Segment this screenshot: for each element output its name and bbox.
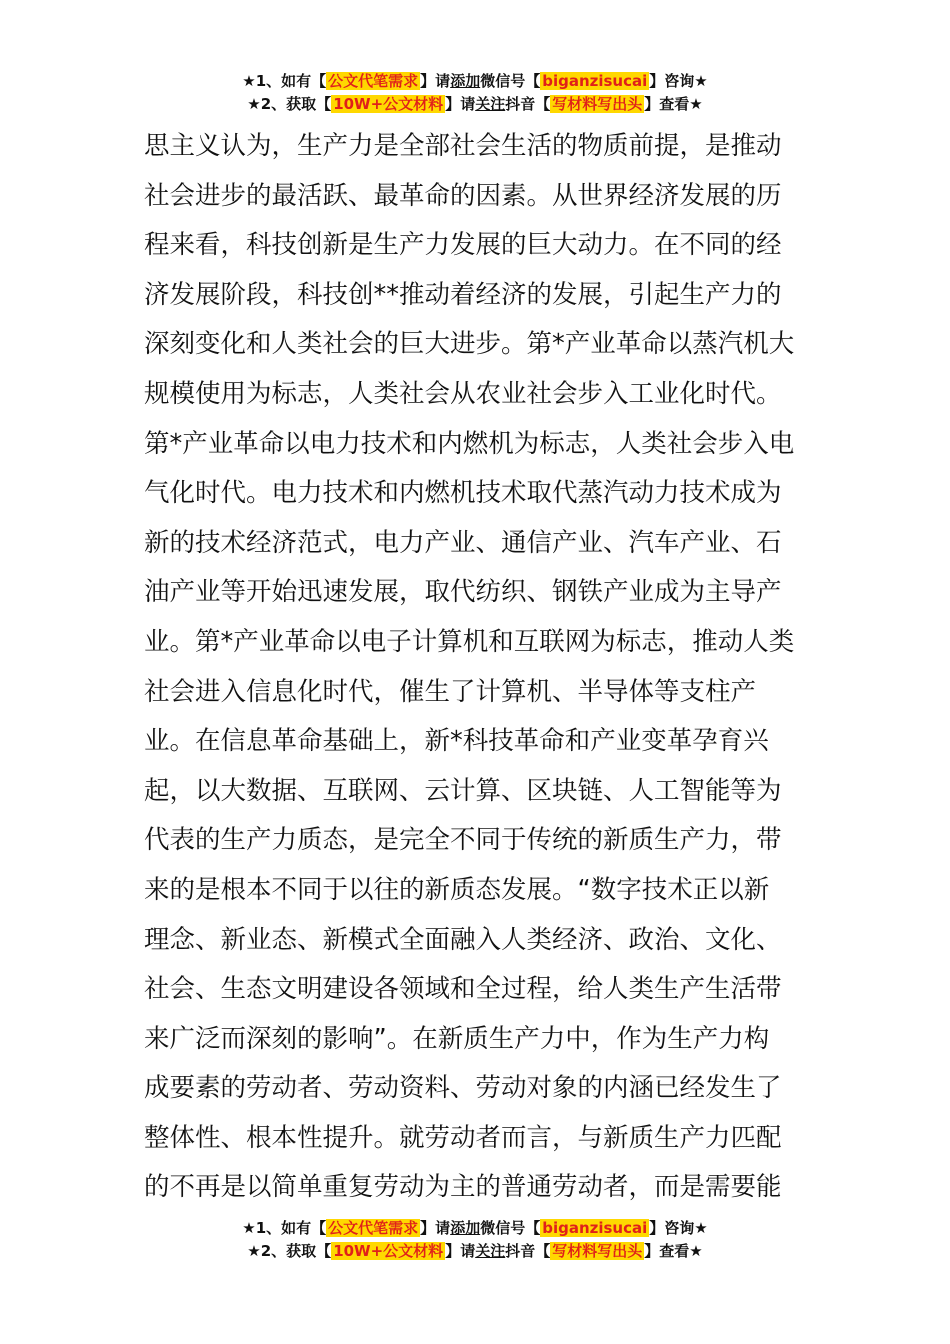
body-line: 深刻变化和人类社会的巨大进步。第*产业革命以蒸汽机大: [144, 329, 795, 360]
header-highlight-writing-service: 公文代笔需求: [328, 72, 419, 90]
footer-highlight-wechat-id: biganzisucai: [542, 1219, 648, 1237]
body-line: 理念、新业态、新模式全面融入人类经济、政治、文化、: [144, 924, 782, 955]
body-line: 业。第*产业革命以电子计算机和互联网为标志，推动人类: [144, 626, 795, 657]
footer-line-2-prefix: 2、获取【: [260, 1242, 332, 1260]
footer-line-1-mid2: 微信号【: [480, 1219, 541, 1237]
body-line: 起，以大数据、互联网、云计算、区块链、人工智能等为: [144, 775, 782, 806]
header-highlight-douyin-account: 写材料写出头: [552, 95, 643, 113]
body-line: 社会、生态文明建设各领域和全过程，给人类生产生活带: [144, 974, 782, 1005]
header-line-2-mid2: 抖音【: [505, 95, 551, 113]
body-line: 社会进入信息化时代，催生了计算机、半导体等支柱产: [144, 676, 757, 707]
star-icon: ★: [242, 1219, 256, 1237]
body-line: 成要素的劳动者、劳动资料、劳动对象的内涵已经发生了: [144, 1073, 782, 1104]
body-line: 新的技术经济范式，电力产业、通信产业、汽车产业、石: [144, 527, 782, 558]
body-line: 业。在信息革命基础上，新*科技革命和产业变革孕育兴: [144, 726, 769, 757]
header-banner: [0, 70, 950, 116]
footer-line-1-suffix: 】咨询★: [649, 1219, 708, 1237]
header-line-2: [0, 93, 950, 116]
header-highlight-wechat-id: biganzisucai: [542, 72, 648, 90]
footer-line-2-underlined: 关注: [475, 1242, 506, 1260]
body-line: 气化时代。电力技术和内燃机技术取代蒸汽动力技术成为: [144, 478, 782, 509]
star-icon: ★: [247, 1242, 261, 1260]
header-line-1-suffix: 】咨询★: [649, 72, 708, 90]
body-line: 程来看，科技创新是生产力发展的巨大动力。在不同的经: [144, 230, 782, 261]
body-line: 来广泛而深刻的影响”。在新质生产力中，作为生产力构: [144, 1023, 770, 1054]
footer-line-1-mid: 】请: [420, 1219, 451, 1237]
body-line: 整体性、根本性提升。就劳动者而言，与新质生产力匹配: [144, 1122, 782, 1153]
body-line: 思主义认为，生产力是全部社会生活的物质前提，是推动: [144, 131, 782, 161]
footer-line-2-mid2: 抖音【: [505, 1242, 551, 1260]
body-line: 来的是根本不同于以往的新质态发展。“数字技术正以新: [144, 874, 770, 905]
header-line-1-mid2: 微信号【: [480, 72, 541, 90]
header-line-2-mid: 】请: [445, 95, 476, 113]
header-line-1: [0, 70, 950, 93]
footer-highlight-writing-service: 公文代笔需求: [328, 1219, 419, 1237]
header-line-2-suffix: 】查看★: [644, 95, 703, 113]
header-line-1-prefix: 1、如有【: [255, 72, 327, 90]
body-line: 济发展阶段，科技创**推动着经济的发展，引起生产力的: [144, 279, 782, 310]
footer-line-2-suffix: 】查看★: [644, 1242, 703, 1260]
star-icon: ★: [242, 72, 256, 90]
body-line: 规模使用为标志，人类社会从农业社会步入工业化时代。: [144, 378, 782, 409]
footer-line-1-prefix: 1、如有【: [255, 1219, 327, 1237]
header-highlight-materials: 10W+公文材料: [333, 95, 444, 113]
body-line: 社会进步的最活跃、最革命的因素。从世界经济发展的历: [144, 180, 782, 211]
body-line: 油产业等开始迅速发展，取代纺织、钢铁产业成为主导产: [144, 577, 782, 608]
footer-highlight-douyin-account: 写材料写出头: [552, 1242, 643, 1260]
footer-line-2: [0, 1240, 950, 1263]
header-line-1-mid: 】请: [420, 72, 451, 90]
footer-highlight-materials: 10W+公文材料: [333, 1242, 444, 1260]
footer-line-1-underlined: 添加: [450, 1219, 481, 1237]
body-line: 的不再是以简单重复劳动为主的普通劳动者，而是需要能: [144, 1172, 782, 1203]
document-body: [144, 122, 814, 1213]
body-line: 第*产业革命以电力技术和内燃机为标志，人类社会步入电: [144, 428, 795, 459]
header-line-1-underlined: 添加: [450, 72, 481, 90]
body-line: 代表的生产力质态，是完全不同于传统的新质生产力，带: [144, 825, 782, 856]
footer-line-2-mid: 】请: [445, 1242, 476, 1260]
footer-banner: [0, 1217, 950, 1263]
header-line-2-prefix: 2、获取【: [260, 95, 332, 113]
footer-line-1: [0, 1217, 950, 1240]
header-line-2-underlined: 关注: [475, 95, 506, 113]
star-icon: ★: [247, 95, 261, 113]
